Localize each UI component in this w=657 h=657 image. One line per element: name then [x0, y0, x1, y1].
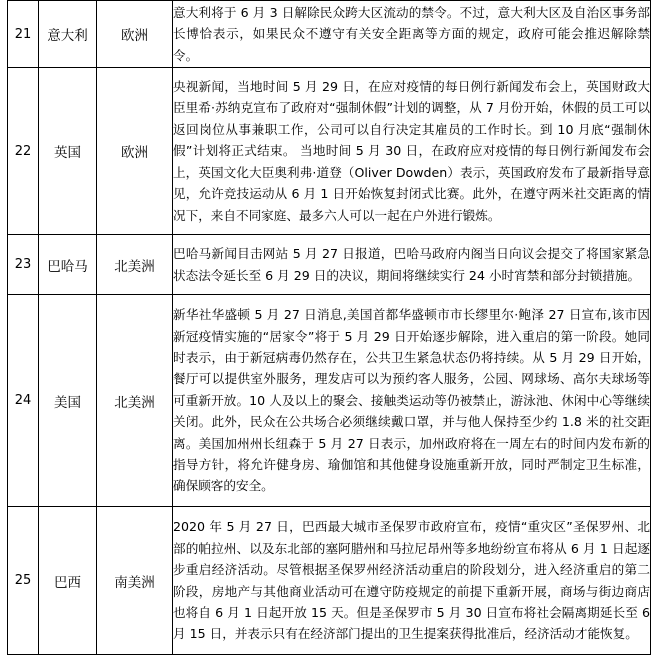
table-row — [8, 235, 651, 295]
table-row — [8, 507, 651, 655]
row-number: 22 — [8, 68, 39, 235]
country-cell: 巴哈马 — [39, 235, 97, 295]
row-number: 21 — [8, 1, 39, 68]
table-row — [8, 68, 651, 235]
region-cell: 北美洲 — [97, 295, 173, 507]
country-cell: 美国 — [39, 295, 97, 507]
content-cell: 意大利将于 6 月 3 日解除民众跨大区流动的禁令。不过，意大利大区及自治区事务部长博恰表示，如果民众不遵守有关安全距离等方面的规定，政府可能会推迟解除禁令。 — [173, 1, 651, 68]
content-cell: 新华社华盛顿 5 月 27 日消息,美国首都华盛顿市市长缪里尔·鲍泽 27 日宣布,该市因新冠疫情实施的“居家令”将于 5 月 29 日开始逐步解除，进入重启的第一阶段。她同时表示，由于新冠病毒仍然存在，公共卫生紧急状态仍将持续。从 5 月 29 日开始，餐厅可以提供室外服务，理发店可以为预约客人服务，公园、网球场、高尔夫球场等可重新开放。10 人及以上的聚会、接触类运动等仍被禁止，游泳池、休闲中心等继续关闭。此外，民众在公共场合必须继续戴口罩，并与他人保持至少约 1.8 米的社交距离。美国加州州长纽森于 5 月 27 日表示，加州政府将在一周左右的时间内发布新的指导方针，将允许健身房、瑜伽馆和其他健身设施重新开放，同时严制定卫生标准，确保顾客的安全。 — [173, 295, 651, 507]
region-cell: 南美洲 — [97, 507, 173, 655]
policy-table — [7, 0, 651, 655]
table-row — [8, 295, 651, 507]
region-cell: 欧洲 — [97, 1, 173, 68]
country-cell: 意大利 — [39, 1, 97, 68]
row-number: 23 — [8, 235, 39, 295]
content-cell: 2020 年 5 月 27 日，巴西最大城市圣保罗市政府宣布，疫情“重灾区”圣保罗州、北部的帕拉州、以及东北部的塞阿腊州和马拉尼昂州等多地纷纷宣布将从 6 月 1 日起逐步重启经济活动。尽管根据圣保罗州经济活动重启的阶段划分，进入经济重启的第二阶段，房地产与其他商业活动可在遵守防疫规定的前提下重新开展，商场与街边商店也将自 6 月 1 日起开放 15 天。但是圣保罗市 5 月 30 日宣布将社会隔离期延长至 6 月 15 日，并表示只有在经济部门提出的卫生提案获得批准后，经济活动才能恢复。 — [173, 507, 651, 655]
region-cell: 欧洲 — [97, 68, 173, 235]
content-cell: 央视新闻，当地时间 5 月 29 日，在应对疫情的每日例行新闻发布会上，英国财政大臣里希·苏纳克宣布了政府对“强制休假”计划的调整，从 7 月份开始，休假的员工可以返回岗位从事兼职工作，公司可以自行决定其雇员的工作时长。到 10 月底“强制休假”计划将正式结束。 当地时间 5 月 30 日，在政府应对疫情的每日例行新闻发布会上，英国文化大臣奥利弗·道登（Oliver Dowden）表示，英国政府发布了最新指导意见，允许竞技运动从 6 月 1 日开始恢复封闭式比赛。此外，在遵守两米社交距离的情况下，来自不同家庭、最多六人可以一起在户外进行锻炼。 — [173, 68, 651, 235]
content-cell: 巴哈马新闻目击网站 5 月 27 日报道，巴哈马政府内阁当日向议会提交了将国家紧急状态法令延长至 6 月 29 日的决议，期间将继续实行 24 小时宵禁和部分封锁措施。 — [173, 235, 651, 295]
country-cell: 巴西 — [39, 507, 97, 655]
country-cell: 英国 — [39, 68, 97, 235]
region-cell: 北美洲 — [97, 235, 173, 295]
row-number: 25 — [8, 507, 39, 655]
table-row — [8, 1, 651, 68]
row-number: 24 — [8, 295, 39, 507]
